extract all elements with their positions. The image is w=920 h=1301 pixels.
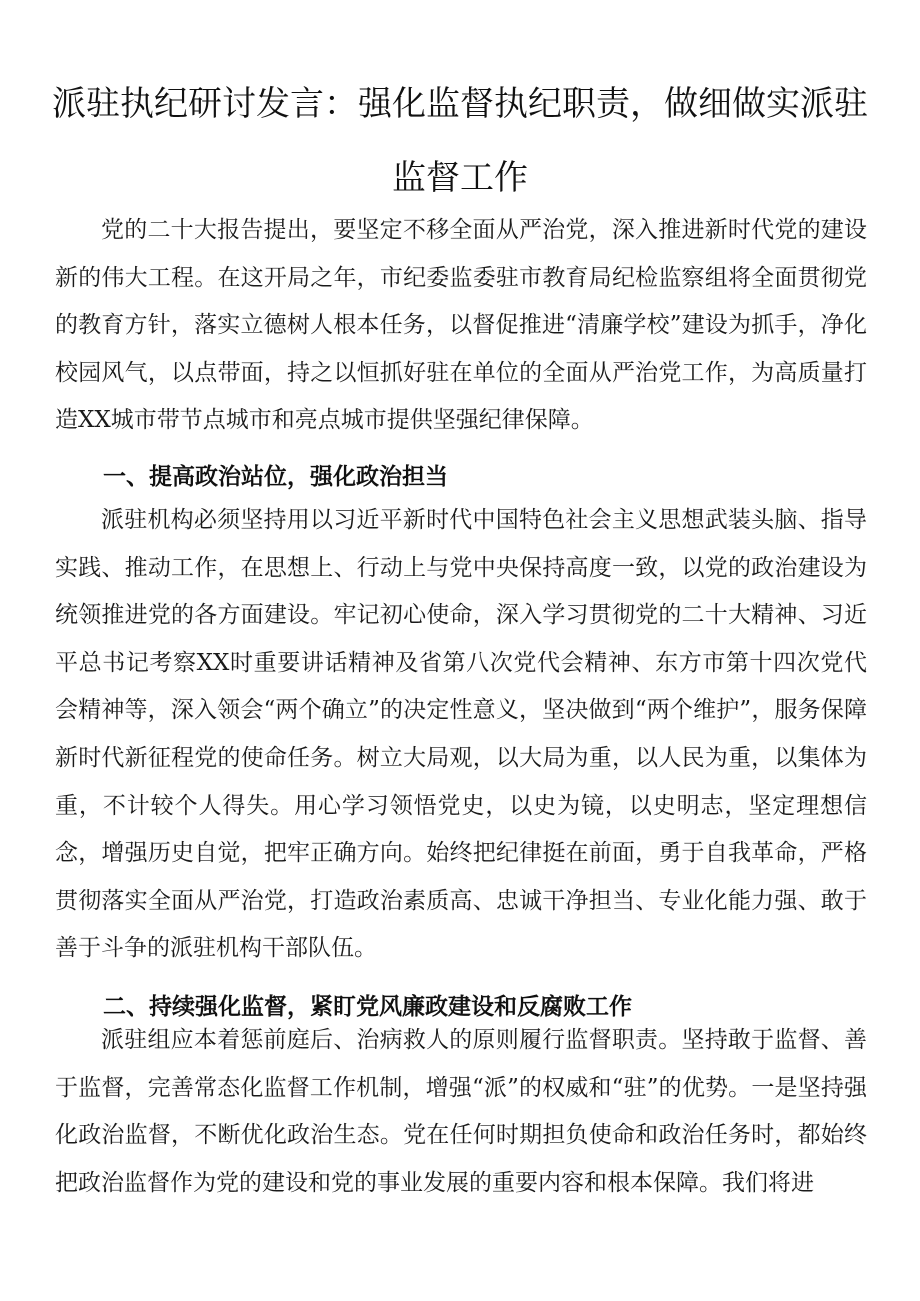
paragraph-section-1: 派驻机构必须坚持用以习近平新时代中国特色社会主义思想武装头脑、指导实践、推动工作，在思想上、行动上与党中央保持高度一致，以党的政治建设为统领推进党的各方面建设。牢记初心使命，深入学习贯彻党的二十大精神、习近平总书记考察XX时重要讲话精神及省第八次党代会精神、东方市第十四次党代会精神等，深入领会“两个确立”的决定性意义，坚决做到“两个维护”，服务保障新时代新征程党的使命任务。树立大局观，以大局为重，以人民为重，以集体为重，不计较个人得失。用心学习领悟党史，以史为镜，以史明志，坚定理想信念，增强历史自觉，把牢正确方向。始终把纪律挺在前面，勇于自我革命，严格贯彻落实全面从严治党，打造政治素质高、忠诚干净担当、专业化能力强、敢于善于斗争的派驻机构干部队伍。 <box>55 507 867 962</box>
document-title-line-1: 派驻执纪研讨发言：强化监督执纪职责，做细做实派驻 <box>52 84 868 124</box>
section-heading-1: 一、提高政治站位，强化政治担当 <box>103 464 448 490</box>
paragraph-intro: 党的二十大报告提出，要坚定不移全面从严治党，深入推进新时代党的建设新的伟大工程。在这开局之年，市纪委监委驻市教育局纪检监察组将全面贯彻党的教育方针，落实立德树人根本任务，以督促推进“清廉学校”建设为抓手，净化校园风气，以点带面，持之以恒抓好驻在单位的全面从严治党工作，为高质量打造XX城市带节点城市和亮点城市提供坚强纪律保障。 <box>55 217 867 434</box>
paragraph-section-2: 派驻组应本着惩前庭后、治病救人的原则履行监督职责。坚持敢于监督、善于监督，完善常态化监督工作机制，增强“派”的权威和“驻”的优势。一是坚持强化政治监督，不断优化政治生态。党在任何时期担负使命和政治任务时，都始终把政治监督作为党的建设和党的事业发展的重要内容和根本保障。我们将进 <box>55 1027 867 1196</box>
document-title-line-2: 监督工作 <box>392 158 528 198</box>
section-heading-2: 二、持续强化监督，紧盯党风廉政建设和反腐败工作 <box>103 994 632 1020</box>
